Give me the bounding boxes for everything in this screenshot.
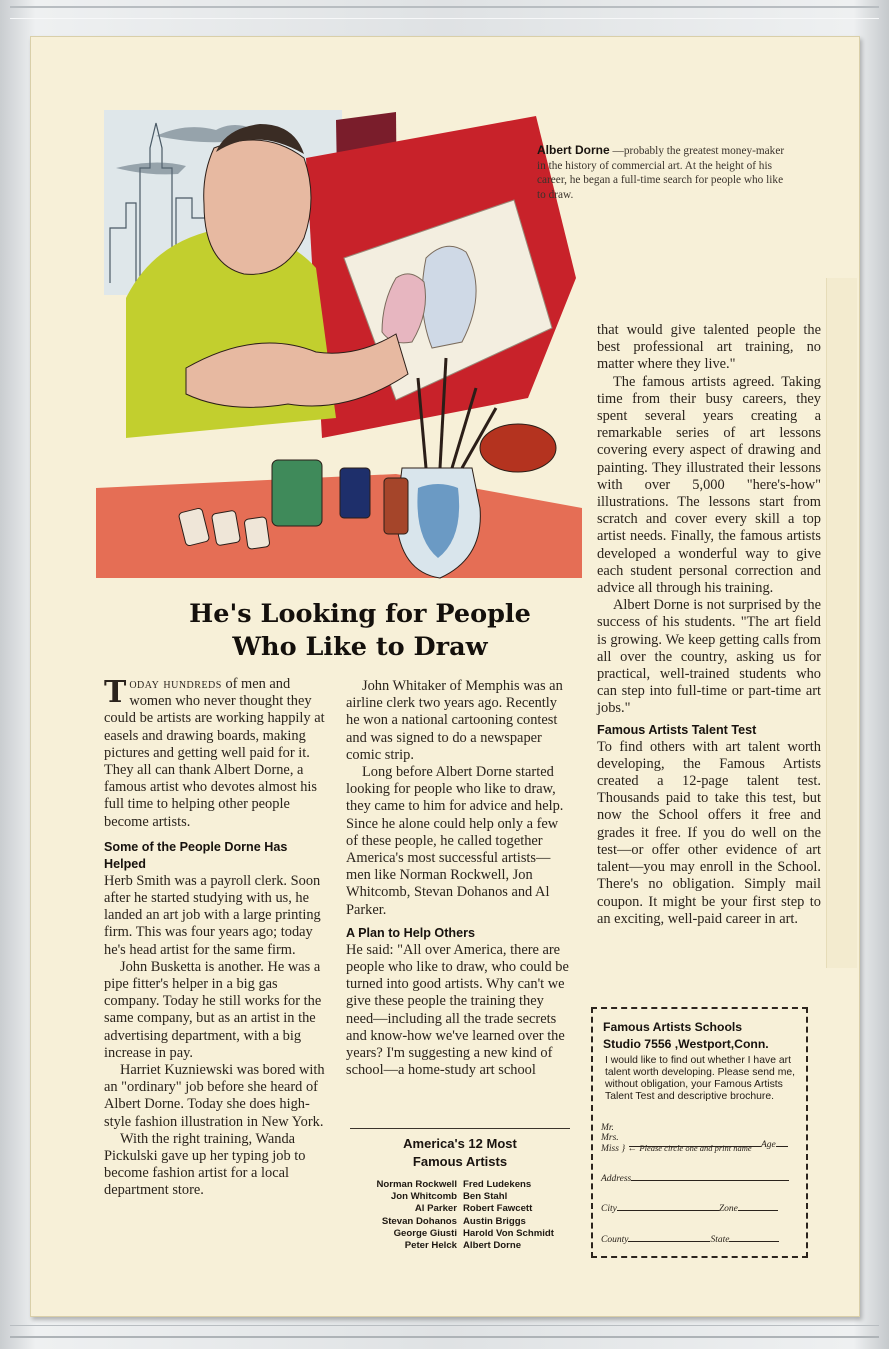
coupon-zone-label: Zone: [718, 1204, 738, 1214]
caption-text: —probably the greatest money-maker in the history of commercial art. At the height of his career, he began a full-time search for people who like to draw.: [537, 145, 785, 201]
famous-title-line-1: America's 12 Most: [403, 1136, 517, 1151]
drawing-table: [96, 474, 582, 578]
illustration-caption: [537, 143, 787, 202]
coupon-miss-label: Miss: [601, 1144, 619, 1154]
coupon-circle-note: Please circle one and print name: [639, 1143, 752, 1153]
subhead-plan: A Plan to Help Others: [346, 925, 475, 940]
coupon-school: [603, 1019, 769, 1053]
coupon-city-zone-field[interactable]: [601, 1202, 778, 1214]
paragraph-not-surprised: Albert Dorne is not surprised by the success of his students. "The art field is growing. We keep getting calls from all over the country, asking us for practical, well-trained students who can step into full-time or part-time art jobs.": [597, 597, 821, 717]
coupon-city-label: City: [601, 1204, 617, 1214]
brace-icon: }: [621, 1144, 626, 1154]
headline-line-1: He's Looking for People: [189, 599, 531, 629]
paragraph-talent-test: To find others with art talent worth developing, the Famous Artists created a 12-page talent test. Thousands paid to take this test, but now the School offers it free and grades it free. If you do well on the test—or offer other evidence of art talent—you may enroll in the School. There's no obligation. Simply mail coupon. It might be your first step to an exciting, well-paid career in art.: [597, 738, 821, 927]
article-column-3: [597, 322, 821, 928]
coupon-state-label: State: [710, 1235, 730, 1245]
paint-jar: [272, 460, 322, 526]
artist-name: Peter Helck: [404, 1240, 457, 1252]
coupon-age-label: Age: [761, 1140, 776, 1150]
artist-name: Fred Ludekens: [463, 1179, 532, 1190]
intro-paragraph: [104, 676, 326, 831]
mail-coupon[interactable]: [591, 1007, 808, 1258]
slab-bottom-rail: [10, 1325, 879, 1338]
drop-cap: T: [104, 675, 127, 710]
artist-illustration: [96, 108, 582, 588]
paragraph-wanda: With the right training, Wanda Pickulski gave up her typing job to become fashion artist for a local department store.: [104, 1130, 306, 1199]
subhead-talent-test: Famous Artists Talent Test: [597, 722, 757, 737]
artist-name: Austin Briggs: [463, 1215, 526, 1227]
article-column-1: [104, 676, 326, 1200]
headline: [110, 598, 610, 664]
artist-name: George Giusti: [393, 1227, 457, 1239]
artist-name: Al Parker: [414, 1203, 457, 1215]
headline-line-2: Who Like to Draw: [232, 632, 488, 662]
famous-artists-title: [350, 1135, 570, 1171]
artist-name: Robert Fawcett: [463, 1203, 533, 1215]
page-fold-edge: [826, 278, 857, 968]
coupon-mr-label: Mr.: [601, 1123, 614, 1133]
lead-smallcaps: oday hundreds: [129, 676, 222, 692]
artist-list: [350, 1179, 570, 1252]
famous-title-line-2: Famous Artists: [412, 1154, 508, 1169]
artist-name: Ben Stahl: [463, 1191, 508, 1203]
artist-name: Jon Whitcomb: [390, 1191, 457, 1203]
coupon-county-label: County: [601, 1235, 629, 1245]
slab-top-rail: [10, 6, 879, 19]
bowl: [480, 424, 556, 472]
paragraph-continued: that would give talented people the best professional art training, no matter where they live.": [597, 322, 821, 373]
paragraph-john-whitaker: John Whitaker of Memphis was an airline clerk two years ago. Recently he won a national cartooning contest and was signed to do a newspaper comic strip.: [346, 678, 563, 763]
artist-name: Harold Von Schmidt: [463, 1227, 554, 1239]
coupon-school-name: Famous Artists Schools: [603, 1020, 743, 1034]
artist-name: Stevan Dohanos: [381, 1215, 457, 1227]
paragraph-he-said: He said: "All over America, there are people who like to draw, who could be turned into good artists. Why can't we give these people the training they need—including all the trade secrets and know-how we've learned over the years? I'm suggesting a new kind of school—a home-study art school: [346, 941, 569, 1079]
subhead-people-helped: Some of the People Dorne Has Helped: [104, 839, 288, 871]
paragraph-famous-artists-agreed: The famous artists agreed. Taking time from their busy careers, they spent several years creating a remarkable series of art lessons covering every aspect of drawing and painting. They illustrated their lessons with over 5,000 "here's-how" illustrations. The lessons start from scratch and cover every skill a top artist needs. Finally, the famous artists developed a wonderful way to give each student personal correction and advice all through his training.: [597, 373, 821, 597]
paragraph-harriet: Harriet Kuzniewski was bored with an "ordinary" job before she heard of Albert Dorne. Today she does high-style fashion illustration in New York.: [104, 1062, 325, 1130]
paragraph-herb-smith: Herb Smith was a payroll clerk. Soon after he started studying with us, he landed an art job with a large printing firm. This was four years ago; today he's head artist for the same firm.: [104, 872, 321, 958]
artist-name: Norman Rockwell: [376, 1179, 457, 1190]
artist-name: Albert Dorne: [463, 1240, 522, 1252]
intro-text: of men and women who never thought they could be artists are working happily at easels and drawing boards, making pictures and getting well paid for it. They all can thank Albert Dorne, a famous artist who devotes almost his full time to helping other people become artists.: [104, 676, 325, 830]
coupon-body: I would like to find out whether I have art talent worth developing. Please send me, without obligation, your Famous Artists Talent Test and descriptive brochure.: [605, 1055, 796, 1102]
coupon-mrs-label: Mrs.: [601, 1133, 619, 1143]
coupon-address-label: Address: [601, 1174, 632, 1184]
arrow-left-icon: ←: [627, 1144, 638, 1154]
coupon-name-line[interactable]: [629, 1138, 788, 1150]
coupon-county-state-field[interactable]: [601, 1233, 779, 1245]
famous-artists-box: [350, 1128, 570, 1252]
article-column-2: [346, 678, 572, 1079]
paragraph-long-before: Long before Albert Dorne started looking for people who like to draw, they came to him for advice and help. Since he alone could help only a few of these people, he called together America's most successful artists—men like Norman Rockwell, Jon Whitcomb, Stevan Dohanos and Al Parker.: [346, 764, 564, 918]
coupon-address-field[interactable]: [601, 1172, 789, 1184]
caption-name: Albert Dorne: [537, 143, 610, 157]
coupon-school-address: Studio 7556 ,Westport,Conn.: [603, 1037, 769, 1051]
paragraph-john-busketta: John Busketta is another. He was a pipe fitter's helper in a big gas company. Today he still works for the same company, but as an artist in the advertising department, with a big increase in pay.: [104, 958, 322, 1061]
